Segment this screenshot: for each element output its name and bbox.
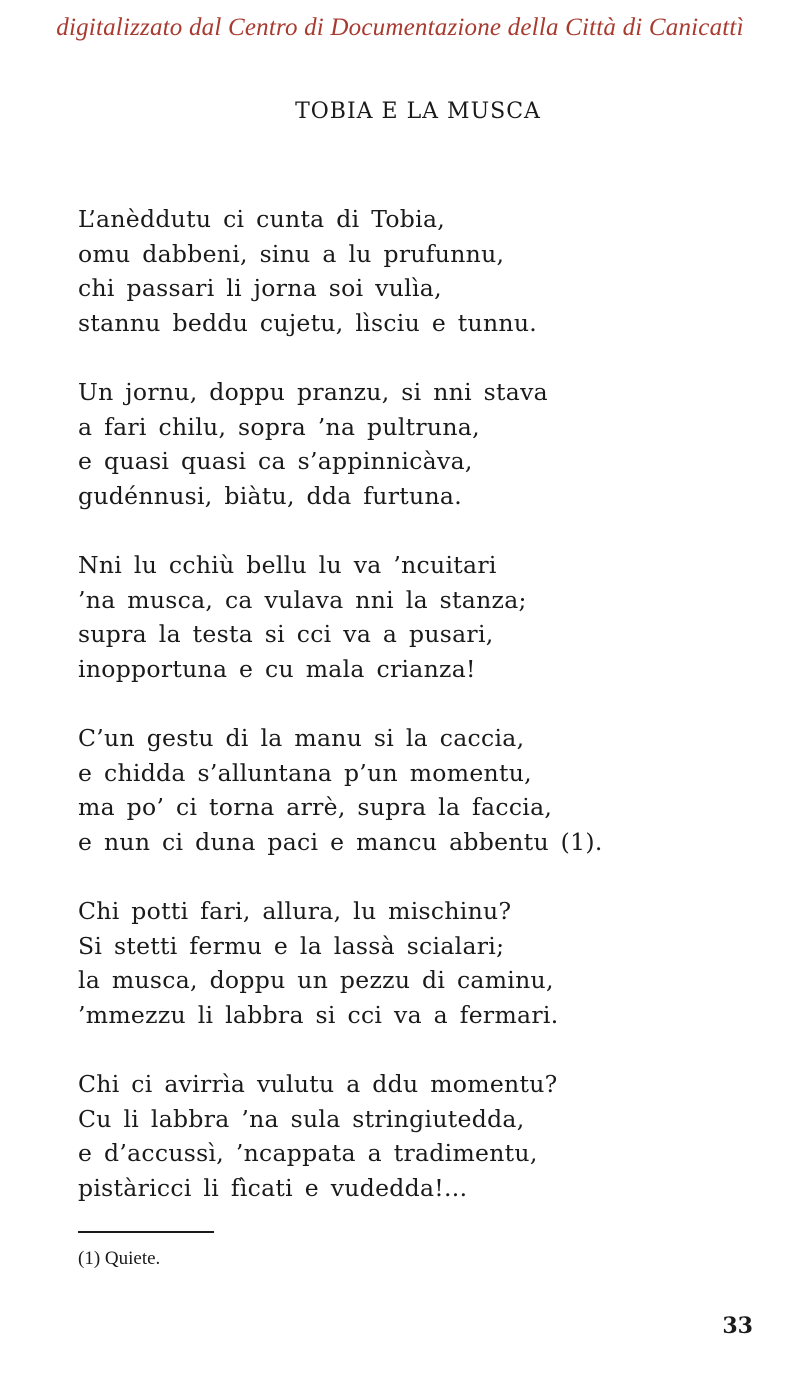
verse-line: chi passari li jorna soi vulìa, — [78, 274, 442, 302]
verse-line: e d’accussì, ’ncappata a tradimentu, — [78, 1139, 538, 1167]
verse-line: ’na musca, ca vulava nni la stanza; — [78, 585, 527, 614]
verse-line: supra la testa si cci va a pusari, — [78, 620, 494, 648]
poem-body — [78, 202, 758, 1240]
footnote: (1) Quiete. — [78, 1248, 161, 1269]
verse-line: L’anèddutu ci cunta di Tobia, — [78, 205, 446, 233]
verse-line: e chidda s’alluntana p’un momentu, — [78, 758, 532, 787]
verse-line: pistàricci li fìcati e vudedda!... — [78, 1173, 468, 1202]
verse-line: Un jornu, doppu pranzu, si nni stava — [78, 378, 548, 406]
verse-line: Si stetti fermu e la lassà scialari; — [78, 931, 505, 960]
digitization-watermark: digitalizzato dal Centro di Documentazione della Città di Canicattì — [56, 14, 744, 41]
verse-line: Cu li labbra ’na sula stringiutedda, — [78, 1104, 525, 1133]
stanza-2 — [78, 375, 758, 513]
verse-line: a fari chilu, sopra ’na pultruna, — [78, 412, 480, 441]
verse-line: e nun ci duna paci e mancu abbentu (1). — [78, 827, 603, 856]
stanza-3 — [78, 548, 758, 686]
verse-line: C’un gestu di la manu si la caccia, — [78, 724, 525, 752]
verse-line: ma po’ ci torna arrè, supra la faccia, — [78, 793, 553, 821]
stanza-5 — [78, 894, 758, 1032]
verse-line: omu dabbeni, sinu a lu prufunnu, — [78, 239, 505, 268]
stanza-6 — [78, 1067, 758, 1205]
footnote-divider — [78, 1231, 214, 1233]
verse-line: gudénnusi, biàtu, dda furtuna. — [78, 481, 462, 510]
verse-line: stannu beddu cujetu, lìsciu e tunnu. — [78, 308, 538, 337]
verse-line: Chi ci avirrìa vulutu a ddu momentu? — [78, 1070, 558, 1098]
poem-title: TOBIA E LA MUSCA — [295, 99, 541, 124]
verse-line: Nni lu cchiù bellu lu va ’ncuitari — [78, 551, 497, 579]
verse-line: la musca, doppu un pezzu di caminu, — [78, 966, 554, 994]
verse-line: Chi potti fari, allura, lu mischinu? — [78, 897, 512, 925]
stanza-1 — [78, 202, 758, 340]
verse-line: ’mmezzu li labbra si cci va a fermari. — [78, 1000, 559, 1029]
page-number: 33 — [722, 1313, 753, 1339]
stanza-4 — [78, 721, 758, 859]
verse-line: inopportuna e cu mala crianza! — [78, 654, 476, 683]
verse-line: e quasi quasi ca s’appinnicàva, — [78, 447, 473, 475]
